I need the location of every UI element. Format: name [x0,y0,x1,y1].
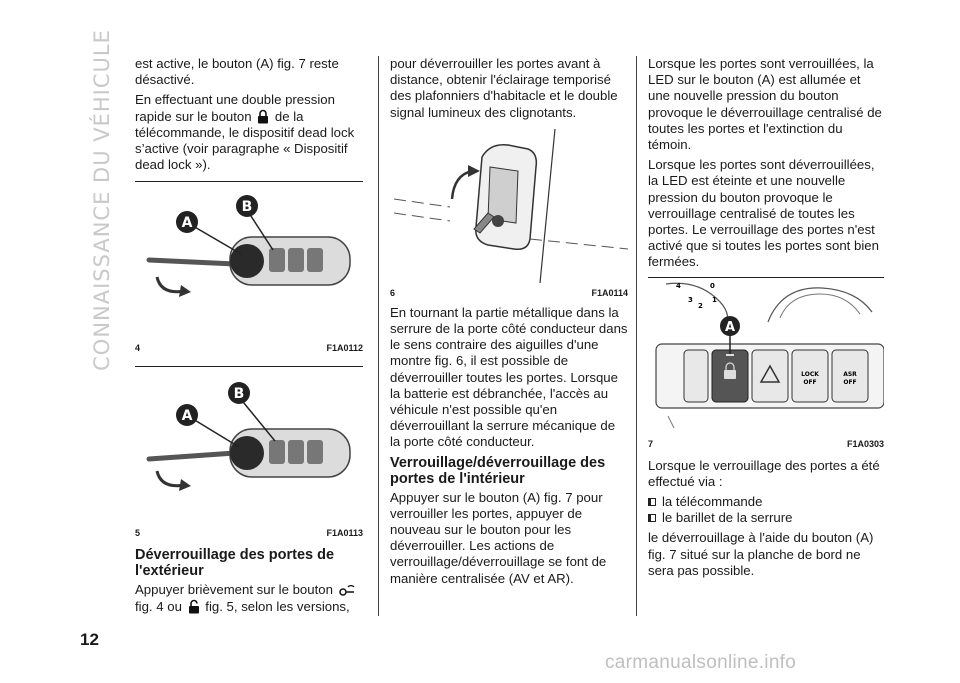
dial-mark: 4 [676,281,681,290]
bullet-icon [648,514,656,522]
text: fig. 4 ou [135,598,182,614]
button-label-lock: LOCK [801,370,819,378]
dial-mark: 2 [698,301,703,310]
text: fig. 5, selon les versions, [205,598,350,614]
remote-key-illustration [135,367,363,523]
figure-7 [648,277,884,448]
dial-mark: 1 [712,295,717,304]
paragraph: Lorsque le verrouillage des portes a été effectué via : [648,457,880,489]
section-heading: Verrouillage/déverrouillage des portes de l'intérieur [390,454,606,487]
figure-caption [135,340,363,352]
column-divider [636,56,637,616]
list-item-text: le barillet de la serrure [662,510,793,526]
list-item [648,510,884,526]
open-padlock-icon [188,599,200,614]
section-heading: Déverrouillage des portes de l'extérieur [135,547,335,580]
figure-number: 5 [135,528,141,539]
bullet-list [648,494,884,526]
column-1 [135,56,363,619]
column-3 [648,56,884,583]
figure-number: 7 [648,438,654,449]
paragraph [135,92,363,173]
figure-caption [390,285,628,297]
paragraph [135,582,363,614]
paragraph: En tournant la partie métallique dans la serrure de la porte côté conducteur dans le sens contraire des aiguilles d'une montre fig. 6, il est possible de déverrouiller toutes les portes. Lorsque la batterie est débranchée, l'accès au véhicule n'est possible qu'en déverrouillant la serrure mécanique de la porte côté conducteur. [390,304,628,450]
button-label-off: OFF [843,378,857,386]
figure-code: F1A0303 [846,438,884,449]
padlock-icon [257,109,269,124]
dial-mark: 3 [688,295,693,304]
column-divider [378,56,379,616]
unlock-key-icon [339,583,355,597]
text: Appuyer brièvement sur le bouton [135,582,333,598]
figure-code: F1A0112 [326,343,363,354]
figure-number: 6 [390,287,396,298]
figure-caption [135,525,363,537]
paragraph: le déverrouillage à l'aide du bouton (A) fig. 7 situé sur la planche de bord ne sera pas possible. [648,530,874,578]
paragraph: pour déverrouiller les portes avant à distance, obtenir l'éclairage temporisé des plafonniers d'habitacle et le double signal lumineux des clignotants. [390,56,618,120]
section-title: CONNAISSANCE DU VÉHICULE [90,29,114,371]
watermark: carmanualsonline.info [605,652,797,673]
callout-b: B [233,386,245,403]
callout-a: A [181,215,193,232]
paragraph: Appuyer sur le bouton (A) fig. 7 pour verrouiller les portes, appuyer de nouveau sur le bouton pour les déverrouiller. Les actions de verrouillage/déverrouillage se font de manière centralisée (AV et AR). [390,489,607,586]
dashboard-buttons-illustration [648,278,884,434]
button-label-asr: ASR [843,370,857,378]
text: En effectuant une double pression rapide sur le bouton [135,92,335,124]
page-number: 12 [80,630,99,649]
figure-4 [135,181,363,352]
section-tab [82,20,122,380]
bullet-icon [648,498,656,506]
column-2 [390,56,628,591]
callout-a: A [724,319,736,335]
figure-code: F1A0114 [591,287,628,298]
dial-mark: 0 [710,281,715,290]
list-item [648,494,884,510]
figure-caption [648,436,884,448]
figure-5 [135,366,363,537]
text: de la télécommande, le dispositif dead lock s’active (voir paragraphe « Dispositif dead lock »). [135,108,355,173]
figure-number: 4 [135,343,141,354]
list-item-text: la télécommande [662,494,763,510]
callout-a: A [181,408,193,425]
door-lock-illustration [390,129,628,283]
button-label-off: OFF [803,378,817,386]
figure-6 [390,129,628,297]
paragraph: Lorsque les portes sont déverrouillées, la LED est éteinte et une nouvelle pression du bouton provoque le verrouillage centralisé de toutes les portes. Le verrouillage des portes n'est activé que si toutes les portes sont bien fermées. [648,157,879,270]
paragraph: Lorsque les portes sont verrouillées, la LED sur le bouton (A) est allumée et une nouvelle pression du bouton provoque le déverrouillage centralisé de toutes les portes et l'extinction du témoin. [648,56,882,153]
figure-code: F1A0113 [326,528,363,539]
callout-b: B [241,199,253,216]
paragraph: est active, le bouton (A) fig. 7 reste désactivé. [135,56,339,88]
remote-key-illustration [135,182,363,338]
